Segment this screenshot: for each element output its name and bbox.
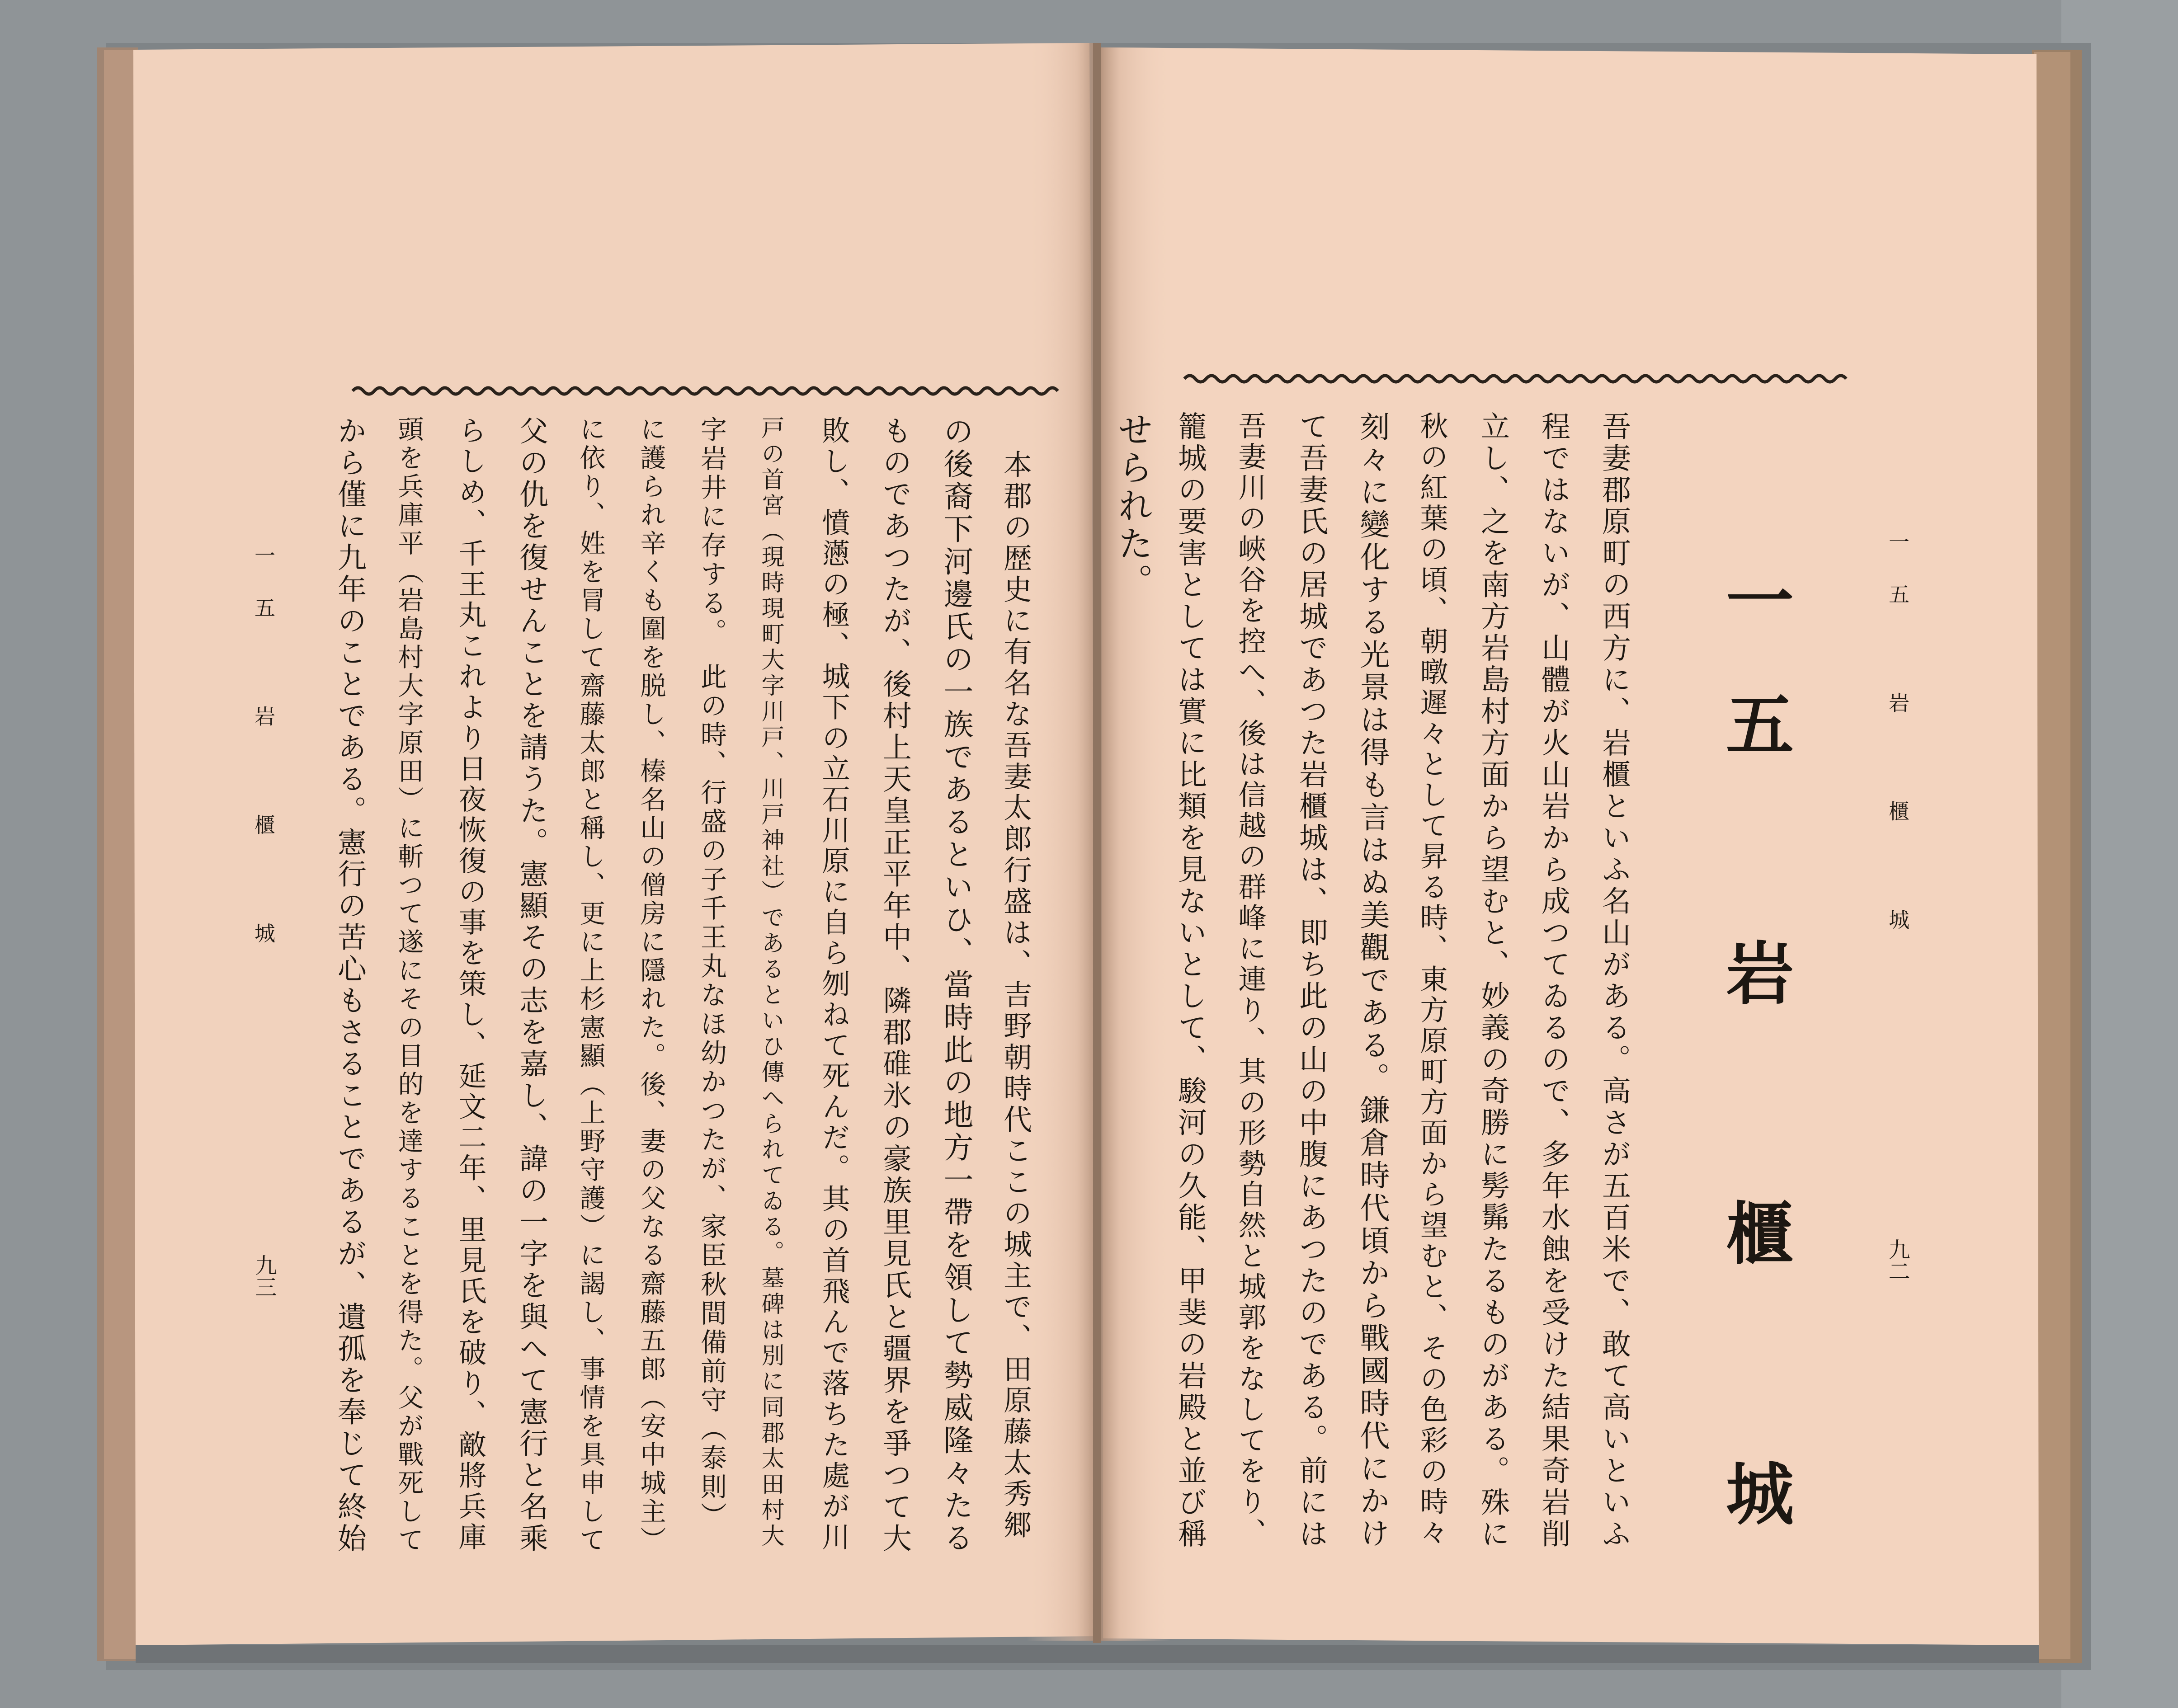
body-line-l8: に依り、姓を冐して齋藤太郎と稱し、更に上杉憲顯（上野守護）に謁し、事情を具申して bbox=[575, 416, 605, 1555]
body-line-l9: 父の仇を復せんことを請うた。憲顯その志を嘉し、諱の一字を與へて憲行と名乘 bbox=[514, 416, 548, 1555]
body-line-r4: 秋の紅葉の頃、朝暾遲々として昇る時、東方原町方面から望むと、その色彩の時々 bbox=[1415, 411, 1448, 1548]
body-line-l5: 戸の首宮（現時現町大字川戸、川戸神社）であるといひ傳へられてゐる。墓碑は別に同郡太田村大 bbox=[757, 416, 784, 1549]
body-line-l1: 本郡の歴史に有名な吾妻太郎行盛は、吉野朝時代ここの城主で、田原藤太秀郷 bbox=[999, 450, 1032, 1541]
running-head-right: 一五 岩 櫃 城 bbox=[1886, 531, 1910, 961]
body-line-r8: 籠城の要害としては實に比類を見ないとして、駿河の久能、甲斐の岩殿と並び稱 bbox=[1173, 411, 1207, 1550]
body-line-l10: らしめ、千王丸これより日夜恢復の事を策し、延文二年、里見氏を破り、敵將兵庫 bbox=[454, 416, 487, 1553]
body-line-r5: 刻々に變化する光景は得も言はぬ美觀である。鎌倉時代頃から戰國時代にかけ bbox=[1355, 411, 1390, 1550]
page-number-left: 九三 bbox=[251, 1254, 277, 1298]
body-line-l11: 頭を兵庫平（岩島村大字原田）に斬つて遂にその目的を達することを得た。父が戰死して bbox=[394, 416, 424, 1555]
body-line-r1: 吾妻郡原町の西方に、岩櫃といふ名山がある。高さが五百米で、敢て高いといふ bbox=[1597, 411, 1631, 1550]
body-line-l7: に護られ辛くも圍を脱し、榛名山の僧房に隱れた。後、妻の父なる齋藤五郎（安中城主） bbox=[636, 416, 666, 1555]
chapter-title: 一五 岩 櫃 城 bbox=[1714, 565, 1794, 1583]
body-line-r9: せられた。 bbox=[1112, 411, 1153, 601]
body-line-r6: て吾妻氏の居城であつた岩櫃城は、即ち此の山の中腹にあつたのである。前には bbox=[1294, 411, 1328, 1550]
body-line-r7: 吾妻川の峽谷を控へ、後は信越の群峰に連り、其の形勢自然と城郭をなしてをり、 bbox=[1234, 411, 1267, 1548]
body-line-l3: ものであつたが、後村上天皇正平年中、隣郡碓氷の豪族里見氏と疆界を爭つて大 bbox=[878, 416, 911, 1555]
page-number-right: 九二 bbox=[1885, 1238, 1910, 1282]
body-line-l12: から僅に九年のことである。憲行の苦心もさることであるが、遺孤を奉じて終始 bbox=[333, 416, 366, 1555]
body-line-l4: 敗し、憤懣の極、城下の立石川原に自ら刎ねて死んだ。其の首飛んで落ちた處が川 bbox=[817, 416, 850, 1553]
body-line-r3: 立し、之を南方岩島村方面から望むと、妙義の奇勝に髣髴たるものがある。殊に bbox=[1476, 411, 1509, 1550]
body-line-r2: 程ではないが、山體が火山岩から成つてゐるので、多年水蝕を受けた結果奇岩削 bbox=[1537, 411, 1570, 1550]
body-line-l6: 字岩井に存する。 此の時、行盛の子千王丸なほ幼かつたが、家臣秋間備前守（泰則） bbox=[696, 416, 727, 1531]
body-line-l2: の後裔下河邊氏の一族であるといひ、當時此の地方一帶を領して勢威隆々たる bbox=[938, 416, 973, 1555]
running-head-left: 一五 岩 櫃 城 bbox=[251, 545, 276, 975]
